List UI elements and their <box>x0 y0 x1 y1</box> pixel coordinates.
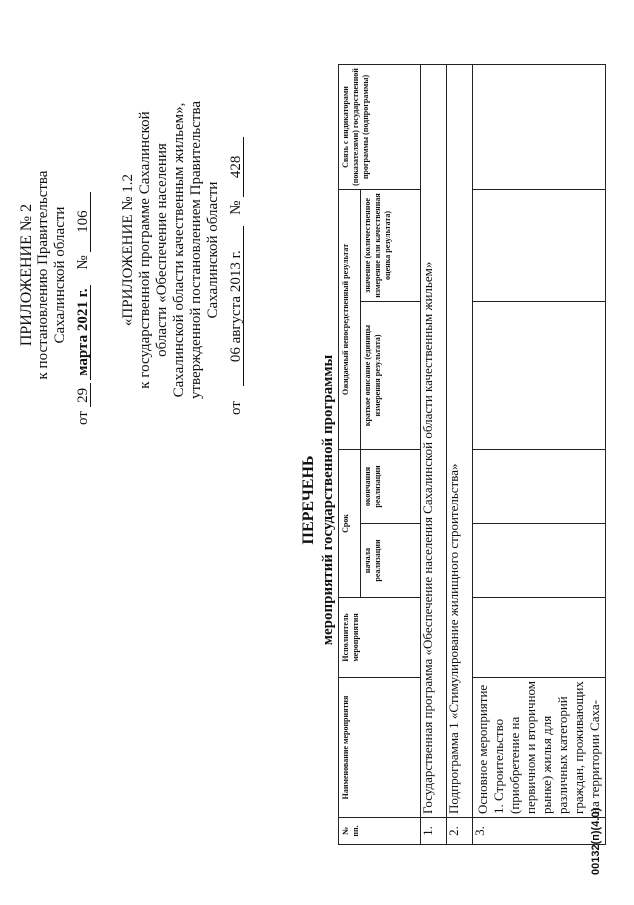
row-link-cell <box>473 65 606 190</box>
doc-code: 00132(п)(4.0) <box>590 807 602 875</box>
row-short-desc-cell <box>473 302 606 450</box>
appendix-month-year: марта 2021 г. <box>76 285 91 380</box>
appendix-from-label: от <box>75 411 91 425</box>
appendix-ref-line5: Сахалинской области <box>205 181 221 319</box>
table-row <box>447 65 473 845</box>
appendix-date-row <box>75 125 92 425</box>
appendix-day: 29 <box>76 383 91 407</box>
appendix-ref-line2: области «Обеспечение населения <box>154 143 170 357</box>
header-start: начала реализации <box>361 524 421 598</box>
appendix-block <box>18 125 92 425</box>
header-term: Срок <box>339 450 361 598</box>
appendix-line1: к постановлению Правительства <box>35 170 51 380</box>
header-executor: Исполнитель мероприятия <box>339 598 421 678</box>
measures-table <box>338 64 606 845</box>
row-executor-cell <box>473 598 606 678</box>
appendix-ref-from-label: от <box>228 401 244 415</box>
appendix-ref-date: 06 августа 2013 г. <box>229 226 244 386</box>
appendix-ref-line1: к государственной программе Сахалинской <box>137 111 153 389</box>
appendix-ref-no-label: № <box>228 200 244 215</box>
header-num: № пп. <box>339 818 421 845</box>
appendix-number: 106 <box>76 192 91 252</box>
appendix-ref-block <box>120 85 245 415</box>
row-value-cell <box>473 190 606 302</box>
row-num: 3. <box>473 818 606 845</box>
appendix-line2: Сахалинской области <box>52 206 68 344</box>
appendix-ref-title: «ПРИЛОЖЕНИЕ № 1.2 <box>120 173 136 327</box>
row-start-cell <box>473 524 606 598</box>
heading-subtitle: мероприятий государственной программы <box>320 354 336 646</box>
appendix-no-label: № <box>75 255 91 270</box>
document-heading <box>300 275 337 725</box>
header-name: Наименование мероприятия <box>339 678 421 818</box>
appendix-ref-line3: Сахалинской области качественным жильем», <box>171 102 187 398</box>
heading-title: ПЕРЕЧЕНЬ <box>300 455 317 545</box>
table-row <box>473 65 606 845</box>
appendix-title: ПРИЛОЖЕНИЕ № 2 <box>18 203 35 347</box>
header-value: значение (количественное измерение или качественная оценка результата) <box>361 190 421 302</box>
appendix-ref-date-row <box>228 85 245 415</box>
header-end: окончания реализации <box>361 450 421 524</box>
row-text: Государственная программа «Обеспечение населения Сахалинской области качественным жильем» <box>421 65 447 818</box>
table-row <box>421 65 447 845</box>
row-text: Подпрограмма 1 «Стимулирование жилищного строительства» <box>447 65 473 818</box>
header-link: Связь с индикаторами (показателями) государственной программы (подпрограммы) <box>339 65 421 190</box>
row-num: 2. <box>447 818 473 845</box>
appendix-ref-line4: утвержденной постановлением Правительства <box>188 100 204 400</box>
header-expected: Ожидаемый непосредственный результат <box>339 190 361 450</box>
row-num: 1. <box>421 818 447 845</box>
header-short-desc: краткое описание (единицы измерения результата) <box>361 302 421 450</box>
row-measure-name: Основное мероприятие 1. Строительство (приобретение на первичном и вторичном рынке) жилья для различных категорий граждан, проживающих на территории Саха- <box>473 678 606 818</box>
row-end-cell <box>473 450 606 524</box>
appendix-ref-number: 428 <box>229 137 244 197</box>
